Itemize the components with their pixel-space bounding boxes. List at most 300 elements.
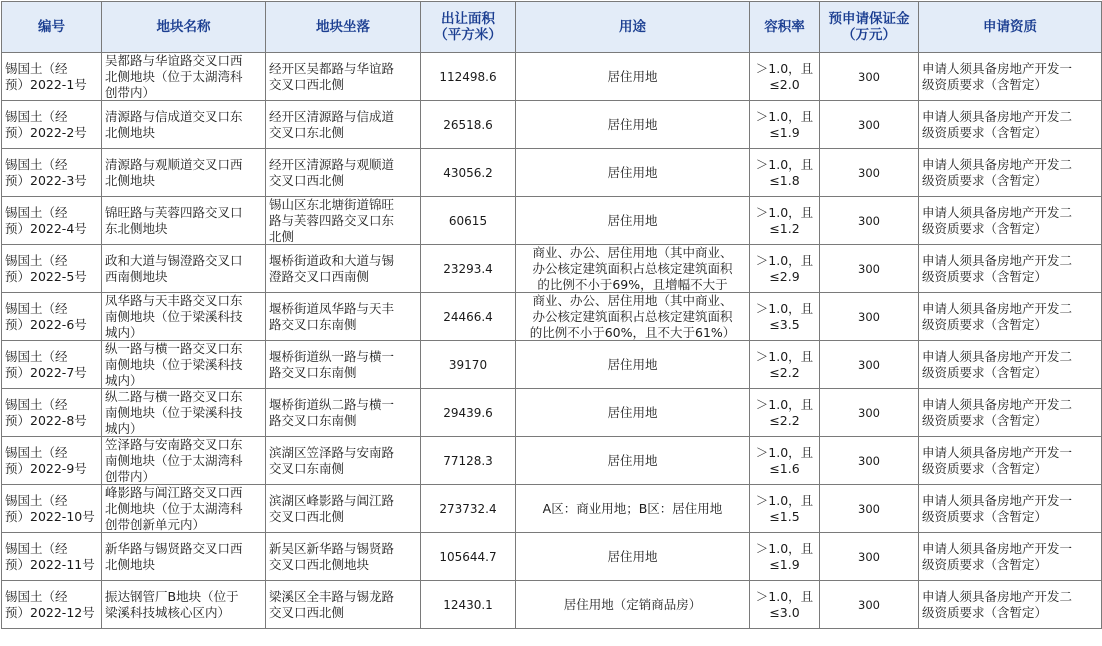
cell-parcel-name	[102, 341, 266, 389]
cell-id-line: 预）2022-7号	[5, 364, 87, 380]
cell-parcel-name	[102, 53, 266, 101]
cell-qualification	[919, 437, 1102, 485]
header-location: 地块坐落	[266, 2, 421, 53]
cell-location-line: 锡山区东北塘街道锦旺	[269, 197, 395, 212]
cell-id-text	[5, 397, 98, 429]
cell-qualification-line: 申请人须具备房地产开发二	[922, 156, 1073, 172]
cell-far-line: ＞1.0，且	[755, 348, 814, 364]
cell-area: 273732.4	[421, 485, 516, 533]
cell-use-line: 居住用地	[607, 356, 658, 372]
cell-qualification-text	[922, 541, 1098, 573]
header-use: 用途	[516, 2, 750, 53]
cell-parcel-name	[102, 389, 266, 437]
cell-location-line: 路交叉口东南侧	[269, 412, 357, 428]
cell-parcel-name	[102, 533, 266, 581]
cell-far-line: ＞1.0，且	[755, 540, 814, 556]
cell-qualification-line: 级资质要求（含暂定）	[922, 364, 1048, 380]
cell-qualification-line: 申请人须具备房地产开发一	[922, 60, 1073, 76]
table-row	[2, 341, 1102, 389]
cell-location-text	[269, 109, 417, 141]
cell-location	[266, 53, 421, 101]
cell-qualification-line: 申请人须具备房地产开发二	[922, 108, 1073, 124]
cell-area: 77128.3	[421, 437, 516, 485]
header-area-line: 出让面积	[441, 11, 495, 27]
cell-use	[516, 341, 750, 389]
cell-far-line: ＞1.0，且	[755, 156, 814, 172]
table-row	[2, 389, 1102, 437]
cell-qualification-text	[922, 349, 1098, 381]
cell-id-line: 预）2022-2号	[5, 124, 87, 140]
cell-id-line: 预）2022-3号	[5, 172, 87, 188]
cell-qualification	[919, 245, 1102, 293]
cell-location	[266, 485, 421, 533]
cell-parcel-name-line: 凤华路与天丰路交叉口东	[105, 293, 243, 308]
cell-area: 24466.4	[421, 293, 516, 341]
cell-use	[516, 485, 750, 533]
cell-far-line: ≤1.2	[769, 220, 800, 236]
cell-parcel-name-line: 纵二路与横一路交叉口东	[105, 389, 243, 404]
cell-location	[266, 293, 421, 341]
cell-far	[750, 485, 820, 533]
cell-location	[266, 341, 421, 389]
cell-id-line: 锡国土（经	[5, 300, 68, 316]
cell-far-line: ≤1.5	[769, 508, 800, 524]
table-row	[2, 149, 1102, 197]
cell-qualification-line: 申请人须具备房地产开发二	[922, 252, 1073, 268]
cell-id-line: 预）2022-8号	[5, 412, 87, 428]
cell-id-line: 锡国土（经	[5, 540, 68, 556]
cell-area: 26518.6	[421, 101, 516, 149]
cell-id-text	[5, 349, 98, 381]
table-row	[2, 293, 1102, 341]
cell-id	[2, 341, 102, 389]
table-row	[2, 485, 1102, 533]
cell-area: 23293.4	[421, 245, 516, 293]
cell-use	[516, 533, 750, 581]
cell-location-line: 经开区清源路与信成道	[269, 108, 395, 124]
cell-use-text	[519, 357, 746, 373]
cell-far-text	[753, 205, 816, 237]
cell-use-line: 居住用地	[607, 116, 658, 132]
cell-parcel-name	[102, 485, 266, 533]
cell-use-line: 居住用地	[607, 404, 658, 420]
cell-use	[516, 389, 750, 437]
cell-use	[516, 293, 750, 341]
cell-far-text	[753, 541, 816, 573]
cell-location	[266, 533, 421, 581]
cell-use-line: 的比例不小于69%，且增幅不大于	[537, 277, 728, 292]
cell-qualification-line: 级资质要求（含暂定）	[922, 460, 1048, 476]
header-area-unit: （平方米）	[434, 27, 502, 43]
cell-far-line: ≤1.6	[769, 460, 800, 476]
cell-qualification-line: 申请人须具备房地产开发一	[922, 540, 1073, 556]
cell-deposit: 300	[820, 245, 919, 293]
cell-deposit: 300	[820, 533, 919, 581]
cell-qualification-line: 级资质要求（含暂定）	[922, 508, 1048, 524]
cell-use-text	[519, 405, 746, 421]
cell-use-text	[519, 213, 746, 229]
cell-location-text	[269, 493, 417, 525]
cell-qualification	[919, 149, 1102, 197]
header-deposit	[820, 2, 919, 53]
cell-qualification-text	[922, 61, 1098, 93]
cell-area: 60615	[421, 197, 516, 245]
cell-location-text	[269, 157, 417, 189]
cell-location-line: 澄路交叉口西南侧	[269, 268, 370, 284]
cell-parcel-name-line: 创带内）	[105, 85, 156, 100]
cell-id-text	[5, 109, 98, 141]
cell-use-line: 商业、办公、居住用地（其中商业、	[532, 245, 733, 260]
cell-parcel-name-line: 清源路与观顺道交叉口西	[105, 156, 243, 172]
cell-qualification-line: 级资质要求（含暂定）	[922, 76, 1048, 92]
cell-far-text	[753, 253, 816, 285]
cell-far-line: ＞1.0，且	[755, 204, 814, 220]
cell-location-line: 交叉口西北侧	[269, 508, 345, 524]
cell-far-line: ≤3.0	[769, 604, 800, 620]
cell-id-text	[5, 253, 98, 285]
cell-id	[2, 101, 102, 149]
header-qual: 申请资质	[919, 2, 1102, 53]
cell-location-line: 滨湖区笠泽路与安南路	[269, 444, 395, 460]
cell-use-text	[519, 453, 746, 469]
cell-use	[516, 149, 750, 197]
cell-id-line: 锡国土（经	[5, 348, 68, 364]
cell-qualification-text	[922, 109, 1098, 141]
cell-parcel-name-line: 北侧地块（位于太湖湾科	[105, 501, 243, 516]
cell-far-line: ≤3.5	[769, 316, 800, 332]
cell-id	[2, 53, 102, 101]
table-row	[2, 437, 1102, 485]
cell-id-line: 锡国土（经	[5, 588, 68, 604]
cell-id	[2, 197, 102, 245]
cell-far-line: ＞1.0，且	[755, 60, 814, 76]
cell-location-line: 交叉口东北侧	[269, 124, 345, 140]
cell-location	[266, 389, 421, 437]
cell-qualification	[919, 341, 1102, 389]
cell-id-line: 锡国土（经	[5, 156, 68, 172]
cell-qualification	[919, 293, 1102, 341]
cell-location-line: 堰桥街道政和大道与锡	[269, 252, 395, 268]
cell-parcel-name-text	[105, 589, 262, 621]
cell-qualification-line: 申请人须具备房地产开发一	[922, 444, 1073, 460]
cell-qualification-line: 级资质要求（含暂定）	[922, 124, 1048, 140]
cell-parcel-name	[102, 437, 266, 485]
table-row	[2, 53, 1102, 101]
cell-location	[266, 101, 421, 149]
cell-parcel-name-line: 梁溪科技城核心区内）	[105, 604, 231, 620]
cell-location-line: 堰桥街道凤华路与天丰	[269, 300, 395, 316]
cell-area: 12430.1	[421, 581, 516, 629]
header-deposit-line: 预申请保证金	[828, 11, 910, 27]
cell-parcel-name-line: 纵一路与横一路交叉口东	[105, 341, 243, 356]
cell-id-line: 锡国土（经	[5, 108, 68, 124]
cell-far-line: ≤1.9	[769, 556, 800, 572]
cell-location-line: 经开区清源路与观顺道	[269, 156, 395, 172]
cell-far-line: ＞1.0，且	[755, 588, 814, 604]
cell-far-text	[753, 589, 816, 621]
cell-deposit: 300	[820, 389, 919, 437]
cell-parcel-name-line: 创带创新单元内）	[105, 517, 206, 532]
cell-parcel-name-line: 笠泽路与安南路交叉口东	[105, 437, 243, 452]
cell-location-text	[269, 445, 417, 477]
cell-area: 105644.7	[421, 533, 516, 581]
cell-parcel-name-text	[105, 341, 262, 388]
cell-qualification-text	[922, 589, 1098, 621]
cell-qualification-line: 级资质要求（含暂定）	[922, 316, 1048, 332]
cell-far	[750, 581, 820, 629]
cell-area: 29439.6	[421, 389, 516, 437]
cell-location	[266, 581, 421, 629]
cell-use	[516, 197, 750, 245]
cell-use-text	[519, 245, 746, 292]
cell-parcel-name-line: 振达钢管厂B地块（位于	[105, 588, 239, 604]
cell-qualification-text	[922, 397, 1098, 429]
cell-location-line: 梁溪区全丰路与锡龙路	[269, 588, 395, 604]
cell-location-line: 新吴区新华路与锡贤路	[269, 540, 395, 556]
cell-qualification-text	[922, 253, 1098, 285]
cell-id-line: 预）2022-9号	[5, 460, 87, 476]
cell-use-line: 居住用地	[607, 452, 658, 468]
cell-location-line: 堰桥街道纵二路与横一	[269, 396, 395, 412]
cell-use-line: 的比例不小于60%，且不大于61%）	[529, 325, 736, 340]
cell-qualification-line: 申请人须具备房地产开发二	[922, 588, 1073, 604]
cell-parcel-name-line: 东北侧地块	[105, 220, 168, 236]
cell-far-line: ＞1.0，且	[755, 252, 814, 268]
cell-location	[266, 149, 421, 197]
cell-qualification	[919, 389, 1102, 437]
cell-location-line: 堰桥街道纵一路与横一	[269, 348, 395, 364]
cell-location-line: 经开区吴都路与华谊路	[269, 60, 395, 76]
cell-parcel-name-line: 城内）	[105, 373, 143, 388]
cell-location-text	[269, 61, 417, 93]
cell-id-text	[5, 541, 98, 573]
cell-id-text	[5, 205, 98, 237]
cell-area: 43056.2	[421, 149, 516, 197]
cell-qualification-line: 申请人须具备房地产开发二	[922, 300, 1073, 316]
cell-use-line: A区：商业用地；B区：居住用地	[542, 500, 723, 516]
cell-id	[2, 533, 102, 581]
cell-location-line: 交叉口西北侧	[269, 604, 345, 620]
cell-parcel-name	[102, 101, 266, 149]
cell-parcel-name-text	[105, 205, 262, 237]
cell-qualification-line: 申请人须具备房地产开发二	[922, 204, 1073, 220]
cell-parcel-name-line: 北侧地块（位于太湖湾科	[105, 69, 243, 84]
cell-id	[2, 149, 102, 197]
cell-use-text	[519, 597, 746, 613]
table-row	[2, 197, 1102, 245]
cell-parcel-name-line: 城内）	[105, 421, 143, 436]
cell-parcel-name	[102, 245, 266, 293]
cell-far	[750, 101, 820, 149]
cell-parcel-name	[102, 293, 266, 341]
cell-location-line: 路交叉口东南侧	[269, 316, 357, 332]
cell-far-text	[753, 349, 816, 381]
cell-id-text	[5, 301, 98, 333]
cell-parcel-name-text	[105, 389, 262, 436]
cell-location-line: 交叉口西北侧	[269, 172, 345, 188]
cell-id-line: 预）2022-6号	[5, 316, 87, 332]
cell-parcel-name-text	[105, 109, 262, 141]
cell-id-text	[5, 445, 98, 477]
cell-id-line: 预）2022-4号	[5, 220, 87, 236]
cell-qualification-line: 级资质要求（含暂定）	[922, 268, 1048, 284]
cell-area: 112498.6	[421, 53, 516, 101]
header-name: 地块名称	[102, 2, 266, 53]
cell-location-line: 交叉口西北侧	[269, 76, 345, 92]
cell-parcel-name-line: 北侧地块	[105, 124, 156, 140]
cell-parcel-name-line: 北侧地块	[105, 172, 156, 188]
cell-far-line: ＞1.0，且	[755, 108, 814, 124]
cell-use-text	[519, 117, 746, 133]
cell-far-line: ＞1.0，且	[755, 300, 814, 316]
cell-far-text	[753, 445, 816, 477]
table-row	[2, 533, 1102, 581]
cell-qualification-line: 级资质要求（含暂定）	[922, 604, 1048, 620]
cell-id-line: 锡国土（经	[5, 252, 68, 268]
cell-location	[266, 197, 421, 245]
cell-id	[2, 389, 102, 437]
cell-id-line: 预）2022-11号	[5, 556, 95, 572]
cell-use	[516, 245, 750, 293]
cell-use-text	[519, 549, 746, 565]
cell-deposit: 300	[820, 101, 919, 149]
cell-far-line: ≤1.8	[769, 172, 800, 188]
cell-qualification	[919, 53, 1102, 101]
cell-far	[750, 245, 820, 293]
cell-id	[2, 245, 102, 293]
cell-far-line: ≤2.9	[769, 268, 800, 284]
cell-location-text	[269, 541, 417, 573]
cell-location-text	[269, 197, 417, 244]
cell-id-line: 锡国土（经	[5, 444, 68, 460]
cell-deposit: 300	[820, 341, 919, 389]
cell-id-line: 锡国土（经	[5, 204, 68, 220]
cell-deposit: 300	[820, 197, 919, 245]
cell-far	[750, 149, 820, 197]
cell-far-line: ＞1.0，且	[755, 444, 814, 460]
cell-far-line: ≤1.9	[769, 124, 800, 140]
header-row	[2, 2, 1102, 53]
cell-id	[2, 437, 102, 485]
cell-id-text	[5, 589, 98, 621]
header-area	[421, 2, 516, 53]
cell-far	[750, 341, 820, 389]
cell-qualification-line: 级资质要求（含暂定）	[922, 556, 1048, 572]
cell-use-text	[519, 501, 746, 517]
cell-parcel-name-line: 政和大道与锡澄路交叉口	[105, 252, 243, 268]
cell-far	[750, 197, 820, 245]
cell-far-line: ≤2.2	[769, 412, 800, 428]
table-row	[2, 245, 1102, 293]
cell-use-line: 居住用地	[607, 212, 658, 228]
cell-parcel-name-line: 北侧地块	[105, 556, 156, 572]
cell-far-text	[753, 109, 816, 141]
cell-area: 39170	[421, 341, 516, 389]
table-row	[2, 581, 1102, 629]
cell-deposit: 300	[820, 53, 919, 101]
cell-id-text	[5, 493, 98, 525]
cell-parcel-name-line: 南侧地块（位于梁溪科技	[105, 309, 243, 324]
cell-far	[750, 293, 820, 341]
cell-use	[516, 581, 750, 629]
cell-parcel-name-line: 新华路与锡贤路交叉口西	[105, 540, 243, 556]
cell-qualification-line: 级资质要求（含暂定）	[922, 172, 1048, 188]
cell-qualification-line: 申请人须具备房地产开发二	[922, 348, 1073, 364]
cell-parcel-name-line: 清源路与信成道交叉口东	[105, 108, 243, 124]
cell-qualification-line: 级资质要求（含暂定）	[922, 220, 1048, 236]
cell-location-line: 交叉口西北侧地块	[269, 556, 370, 572]
cell-id	[2, 581, 102, 629]
cell-deposit: 300	[820, 581, 919, 629]
cell-qualification	[919, 485, 1102, 533]
cell-parcel-name-line: 锦旺路与芙蓉四路交叉口	[105, 204, 243, 220]
table-row	[2, 101, 1102, 149]
cell-location-line: 北侧	[269, 229, 295, 244]
cell-far-line: ≤2.0	[769, 76, 800, 92]
cell-id-line: 锡国土（经	[5, 492, 68, 508]
cell-deposit: 300	[820, 485, 919, 533]
cell-far-text	[753, 157, 816, 189]
cell-far-text	[753, 397, 816, 429]
cell-use-text	[519, 69, 746, 85]
cell-parcel-name-text	[105, 437, 262, 484]
cell-qualification-line: 申请人须具备房地产开发一	[922, 492, 1073, 508]
cell-far	[750, 437, 820, 485]
cell-id	[2, 293, 102, 341]
cell-far-text	[753, 61, 816, 93]
cell-id-text	[5, 157, 98, 189]
cell-location-text	[269, 589, 417, 621]
cell-use-line: 居住用地（定销商品房）	[563, 596, 702, 612]
header-id: 编号	[2, 2, 102, 53]
cell-use	[516, 437, 750, 485]
cell-location-text	[269, 301, 417, 333]
cell-far-line: ＞1.0，且	[755, 492, 814, 508]
cell-qualification-text	[922, 205, 1098, 237]
cell-parcel-name	[102, 149, 266, 197]
cell-parcel-name-line: 南侧地块（位于梁溪科技	[105, 357, 243, 372]
cell-location	[266, 245, 421, 293]
header-deposit-unit: （万元）	[842, 27, 896, 43]
cell-qualification	[919, 101, 1102, 149]
cell-qualification	[919, 581, 1102, 629]
cell-qualification	[919, 533, 1102, 581]
cell-parcel-name-line: 南侧地块（位于太湖湾科	[105, 453, 243, 468]
cell-parcel-name-line: 创带内）	[105, 469, 156, 484]
cell-use-line: 办公核定建筑面积占总核定建筑面积	[532, 261, 733, 276]
cell-use-text	[519, 293, 746, 340]
cell-parcel-name-line: 城内）	[105, 325, 143, 340]
cell-location-line: 交叉口东南侧	[269, 460, 345, 476]
cell-qualification	[919, 197, 1102, 245]
cell-far	[750, 53, 820, 101]
cell-id	[2, 485, 102, 533]
cell-id-line: 锡国土（经	[5, 60, 68, 76]
cell-id-line: 预）2022-5号	[5, 268, 87, 284]
cell-qualification-text	[922, 301, 1098, 333]
cell-location-line: 滨湖区峰影路与阊江路	[269, 492, 395, 508]
cell-parcel-name-text	[105, 541, 262, 573]
cell-id-text	[5, 61, 98, 93]
cell-parcel-name-line: 吴都路与华谊路交叉口西	[105, 53, 243, 68]
cell-id-line: 预）2022-12号	[5, 604, 95, 620]
cell-use-line: 居住用地	[607, 548, 658, 564]
cell-parcel-name-text	[105, 485, 262, 532]
cell-far-text	[753, 493, 816, 525]
cell-use	[516, 101, 750, 149]
cell-parcel-name-text	[105, 53, 262, 100]
cell-deposit: 300	[820, 149, 919, 197]
